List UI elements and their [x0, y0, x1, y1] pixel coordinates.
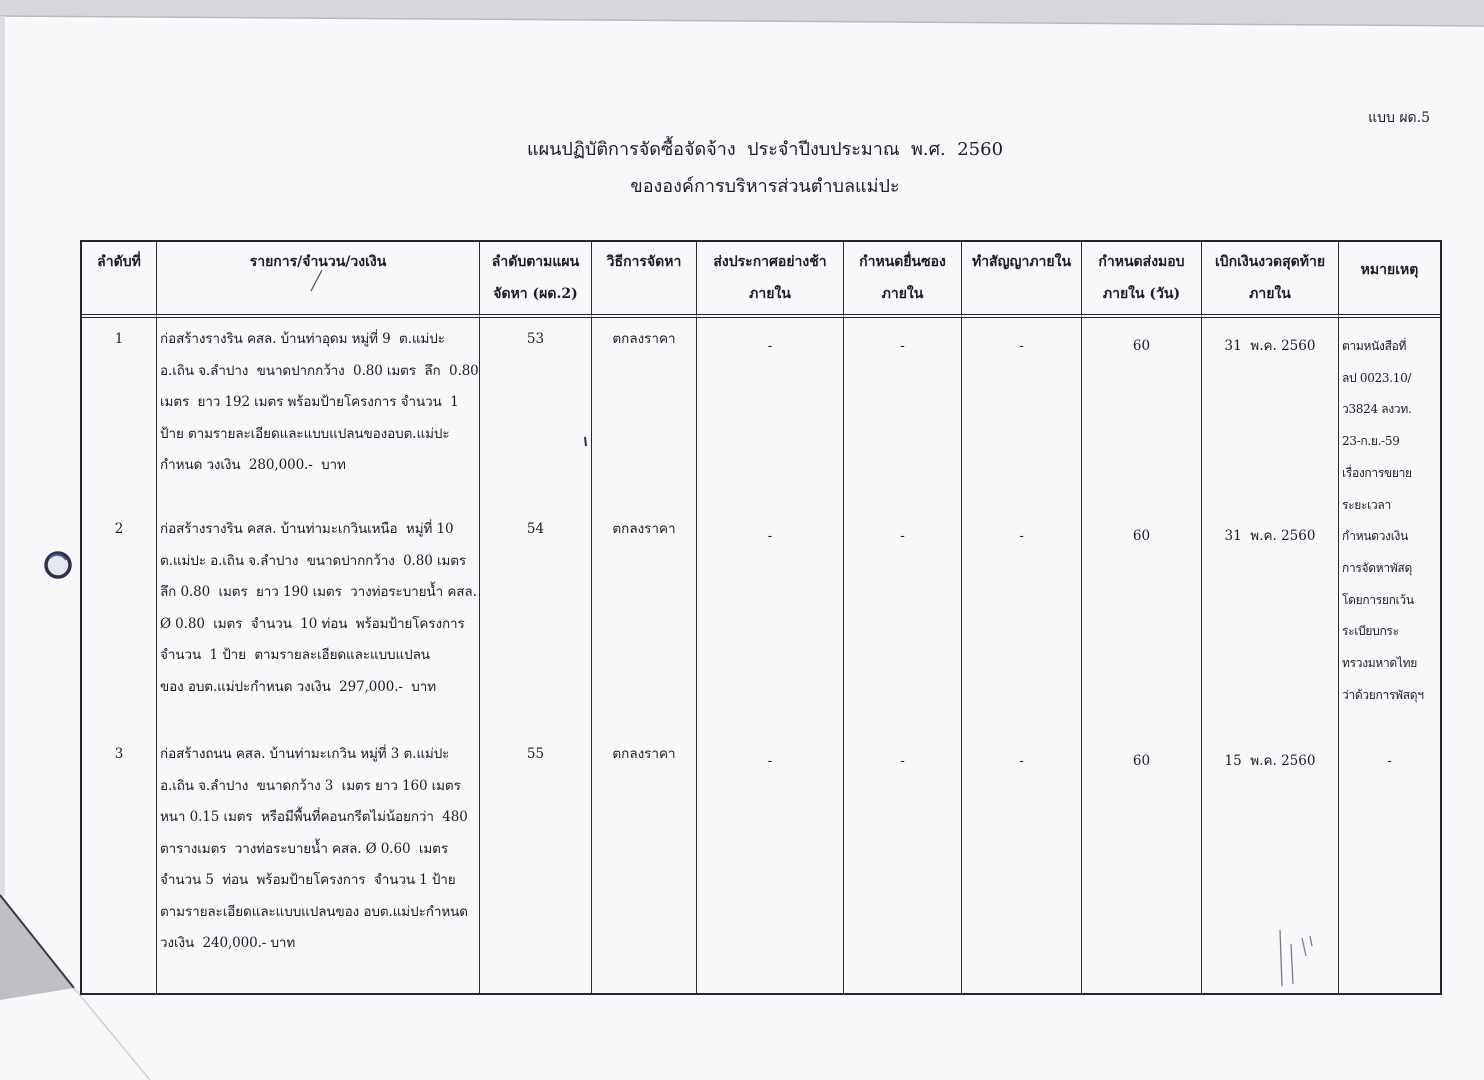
row-3-plan-order: 55 — [480, 733, 592, 993]
header-final-payment-by: เบิกเงินงวดสุดท้าย ภายใน — [1202, 242, 1339, 318]
row-2-contract-by: - — [962, 508, 1082, 733]
header-remarks: หมายเหตุ — [1339, 242, 1440, 318]
folded-corner — [0, 895, 74, 1000]
punch-hole — [46, 553, 70, 577]
row-3-no: 3 — [82, 733, 157, 993]
row-1-plan-order: 53 — [480, 318, 592, 508]
row-3-method: ตกลงราคา — [592, 733, 697, 993]
row-2-item: ก่อสร้างรางริน คสล. บ้านท่ามะเกวินเหนือ หมู่ที่ 10 ต.แม่ปะ อ.เถิน จ.ลำปาง ขนาดปากกว้าง 0.80 เมตร ลึก 0.80 เมตร ยาว 190 เมตร วางท่อระบายน้ำ คสล. Ø 0.80 เมตร จำนวน 10 ท่อน พร้อมป้ายโครงการ จำนวน 1 ป้าย ตามรายละเอียดและแบบแปลน ของ อบต.แม่ปะกำหนด วงเงิน 297,000.- บาท — [157, 508, 480, 733]
folded-corner-crease — [74, 988, 150, 1080]
row-1-bid-submit-by: - — [844, 318, 962, 508]
row-3-contract-by: - — [962, 733, 1082, 993]
row-3-item: ก่อสร้างถนน คสล. บ้านท่ามะเกวิน หมู่ที่ 3 ต.แม่ปะ อ.เถิน จ.ลำปาง ขนาดกว้าง 3 เมตร ยาว 160 เมตร หนา 0.15 เมตร หรือมีพื้นที่คอนกรีตไม่น้อยกว่า 480 ตารางเมตร วางท่อระบายน้ำ คสล. Ø 0.60 เมตร จำนวน 5 ท่อน พร้อมป้ายโครงการ จำนวน 1 ป้าย ตามรายละเอียดและแบบแปลนของ อบต.แม่ปะกำหนด วงเงิน 240,000.- บาท — [157, 733, 480, 993]
row-2-plan-order: 54 — [480, 508, 592, 733]
header-bid-submit-by: กำหนดยื่นซอง ภายใน — [844, 242, 962, 318]
row-1-contract-by: - — [962, 318, 1082, 508]
row-1-2-remarks: ตามหนังสือที่ ลป 0023.10/ ว3824 ลงวท. 23-ก.ย.-59 เรื่องการขยาย ระยะเวลา กำหนดวงเงิน การจัดหาพัสดุ โดยการยกเว้น ระเบียบกระ ทรวงมหาดไทย ว่าด้วยการพัสดุฯ — [1342, 339, 1424, 702]
scanner-left-edge — [0, 16, 5, 896]
row-1-item: ก่อสร้างรางริน คสล. บ้านท่าอุดม หมู่ที่ 9 ต.แม่ปะ อ.เถิน จ.ลำปาง ขนาดปากกว้าง 0.80 เมตร ลึก 0.80 เมตร ยาว 192 เมตร พร้อมป้ายโครงการ จำนวน 1 ป้าย ตามรายละเอียดและแบบแปลนของอบต.แม่ปะ กำหนด วงเงิน 280,000.- บาท — [157, 318, 480, 508]
form-code: แบบ ผด.5 — [1368, 110, 1430, 126]
row-1-delivery-days: 60 — [1082, 318, 1202, 508]
row-2-final-payment-by: 31 พ.ค. 2560 — [1202, 508, 1339, 733]
paper-top-edge-line — [0, 16, 1484, 26]
header-item: รายการ/จำนวน/วงเงิน — [157, 242, 480, 318]
row-2-announce-by: - — [697, 508, 844, 733]
row-1-method: ตกลงราคา — [592, 318, 697, 508]
header-method: วิธีการจัดหา — [592, 242, 697, 318]
header-no: ลำดับที่ — [82, 242, 157, 318]
row-2-bid-submit-by: - — [844, 508, 962, 733]
page-title: แผนปฏิบัติการจัดซื้อจัดจ้าง ประจำปีงบประมาณ พ.ศ. 2560 — [526, 139, 1004, 160]
folded-corner-edge — [0, 895, 74, 988]
header-contract-by: ทำสัญญาภายใน — [962, 242, 1082, 318]
scanner-top-edge — [0, 0, 1484, 26]
row-3-remarks: - — [1387, 753, 1392, 769]
row-1-final-payment-by: 31 พ.ค. 2560 — [1202, 318, 1339, 508]
header-delivery-days: กำหนดส่งมอบ ภายใน (วัน) — [1082, 242, 1202, 318]
row-2-method: ตกลงราคา — [592, 508, 697, 733]
row-1-announce-by: - — [697, 318, 844, 508]
row-2-no: 2 — [82, 508, 157, 733]
row-3-announce-by: - — [697, 733, 844, 993]
page-subtitle: ขององค์การบริหารส่วนตำบลแม่ปะ — [630, 176, 900, 197]
header-announce-by: ส่งประกาศอย่างช้า ภายใน — [697, 242, 844, 318]
row-2-delivery-days: 60 — [1082, 508, 1202, 733]
row-1-no: 1 — [82, 318, 157, 508]
procurement-plan-table — [80, 240, 1442, 995]
row-3-final-payment-by: 15 พ.ค. 2560 — [1202, 733, 1339, 993]
row-3-delivery-days: 60 — [1082, 733, 1202, 993]
header-plan-order: ลำดับตามแผน จัดหา (ผด.2) — [480, 242, 592, 318]
row-3-bid-submit-by: - — [844, 733, 962, 993]
